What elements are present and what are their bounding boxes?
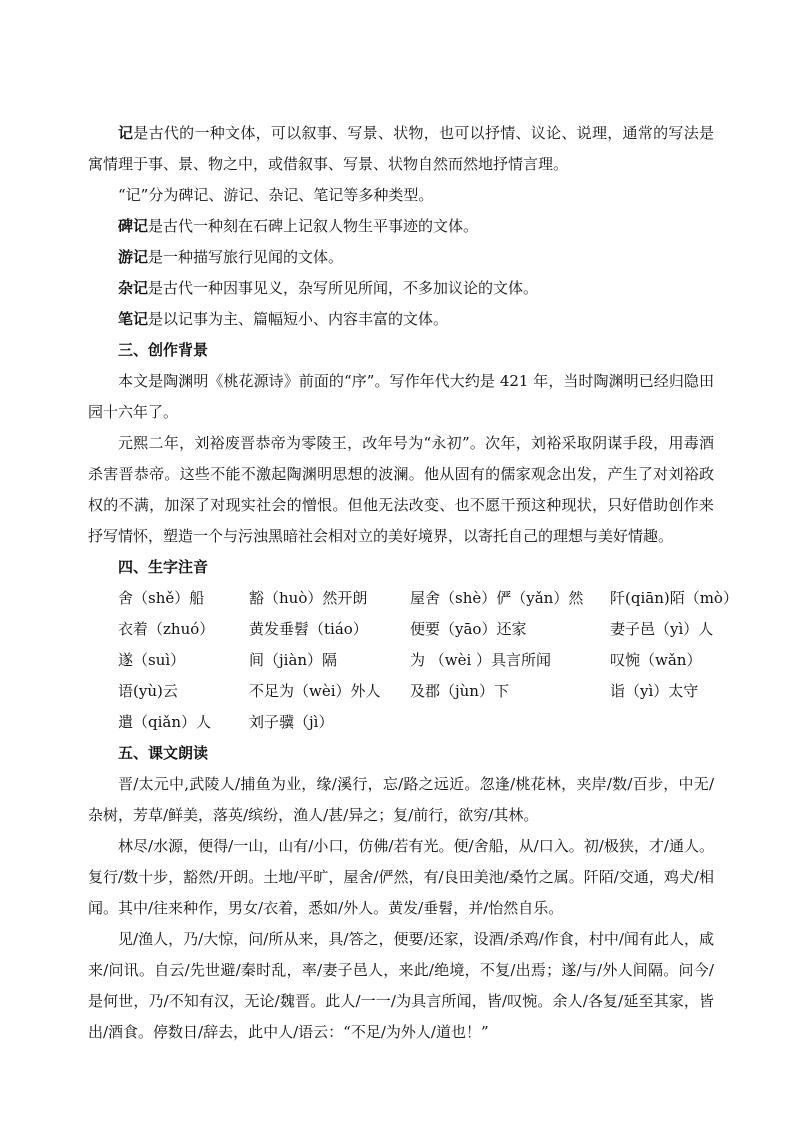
definition-youji bbox=[88, 242, 714, 273]
term-ji: 记 bbox=[118, 124, 134, 142]
pronunciation-item: 衣着（zhuó） bbox=[118, 620, 215, 638]
pronunciation-item: 阡(qiān)陌（mò） bbox=[610, 589, 738, 607]
pronunciation-item: 屋舍（shè）俨（yǎn）然 bbox=[410, 589, 584, 607]
pronunciation-item: 间（jiàn）隔 bbox=[249, 651, 338, 669]
ji-intro-paragraph bbox=[88, 118, 714, 180]
section-heading-reading: 五、课文朗读 bbox=[118, 744, 209, 762]
pronunciation-item: 及郡（jùn）下 bbox=[410, 682, 509, 700]
reading-paragraph-3: 见/渔人，乃/大惊，问/所从来，具/答之，便要/还家，设酒/杀鸡/作食，村中/闻有此人，咸来/问讯。自云/先世避/秦时乱，率/妻子邑人，来此/绝境，不复/出焉；遂/与/外人间隔。问今/是何世，乃/不知有汉，无论/魏晋。此人/一一/为具言所闻，皆/叹惋。余人/各复/延至其家，皆出/酒食。停数日/辞去，此中人/语云：“不足/为外人/道也！” bbox=[88, 930, 714, 1041]
document-page bbox=[88, 118, 738, 1048]
ji-types-paragraph: “记”分为碑记、游记、杂记、笔记等多种类型。 bbox=[118, 186, 434, 204]
pronunciation-item: 为 （wèi ）具言所闻 bbox=[410, 651, 552, 669]
term-biji: 笔记 bbox=[118, 310, 149, 328]
background-paragraph-1: 本文是陶渊明《桃花源诗》前面的“序”。写作年代大约是 421 年，当时陶渊明已经归隐田园十六年了。 bbox=[88, 372, 714, 421]
reading-paragraph-2: 林尽/水源，便得/一山，山有/小口，仿佛/若有光。便/舍船，从/口入。初/极狭，才/通人。复行/数十步，豁然/开朗。土地/平旷，屋舍/俨然，有/良田美池/桑竹之属。阡陌/交通，鸡犬/相闻。其中/往来种作，男女/衣着，悉如/外人。黄发/垂髫，并/怡然自乐。 bbox=[88, 837, 714, 917]
section-heading-pronunciation: 四、生字注音 bbox=[118, 558, 209, 576]
term-zaji: 杂记 bbox=[118, 279, 149, 297]
pronunciation-item: 语(yù)云 bbox=[118, 682, 178, 700]
definition-biji-text: 是以记事为主、篇幅短小、内容丰富的文体。 bbox=[148, 310, 449, 328]
definition-zaji-text: 是古代一种因事见义，杂写所见所闻，不多加议论的文体。 bbox=[148, 279, 539, 297]
pronunciation-item: 不足为（wèi）外人 bbox=[249, 682, 381, 700]
ji-intro-text: 是古代的一种文体，可以叙事、写景、状物，也可以抒情、议论、说理，通常的写法是寓情理于事、景、物之中，或借叙事、写景、状物自然而然地抒情言理。 bbox=[88, 124, 714, 173]
pronunciation-item: 黄发垂髫（tiáo） bbox=[249, 620, 368, 638]
definition-beiji bbox=[88, 211, 714, 242]
definition-beiji-text: 是古代一种刻在石碑上记叙人物生平事迹的文体。 bbox=[148, 217, 479, 235]
term-youji: 游记 bbox=[118, 248, 149, 266]
term-beiji: 碑记 bbox=[118, 217, 149, 235]
section-heading-background: 三、创作背景 bbox=[118, 341, 209, 359]
pronunciation-item bbox=[410, 707, 610, 738]
pronunciation-grid bbox=[88, 583, 738, 738]
pronunciation-item: 豁（huò）然开朗 bbox=[249, 589, 368, 607]
pronunciation-item bbox=[610, 707, 744, 738]
pronunciation-item: 遣（qiǎn）人 bbox=[118, 713, 212, 731]
pronunciation-item: 便要（yāo）还家 bbox=[410, 620, 527, 638]
reading-paragraph-1: 晋/太元中,武陵人/捕鱼为业，缘/溪行，忘/路之远近。忽逢/桃花林，夹岸/数/百步，中无/杂树，芳草/鲜美，落英/缤纷，渔人/甚/异之；复/前行，欲穷/其林。 bbox=[88, 775, 714, 824]
pronunciation-item: 刘子骥（jì） bbox=[249, 713, 334, 731]
definition-youji-text: 是一种描写旅行见闻的文体。 bbox=[148, 248, 344, 266]
definition-zaji bbox=[88, 273, 714, 304]
pronunciation-item: 叹惋（wǎn） bbox=[610, 651, 702, 669]
pronunciation-item: 诣（yì）太守 bbox=[610, 682, 699, 700]
background-paragraph-2: 元熙二年，刘裕废晋恭帝为零陵王，改年号为“永初”。次年，刘裕采取阴谋手段，用毒酒杀害晋恭帝。这些不能不激起陶渊明思想的波澜。他从固有的儒家观念出发，产生了对刘裕政权的不满，加深了对现实社会的憎恨。但他无法改变、也不愿干预这种现状，只好借助创作来抒写情怀，塑造一个与污浊黑暗社会相对立的美好境界，以寄托自己的理想与美好情趣。 bbox=[88, 434, 714, 545]
definition-biji bbox=[88, 304, 714, 335]
pronunciation-item: 舍（shě）船 bbox=[118, 589, 205, 607]
pronunciation-item: 妻子邑（yì）人 bbox=[610, 620, 714, 638]
pronunciation-item: 遂（suì） bbox=[118, 651, 186, 669]
